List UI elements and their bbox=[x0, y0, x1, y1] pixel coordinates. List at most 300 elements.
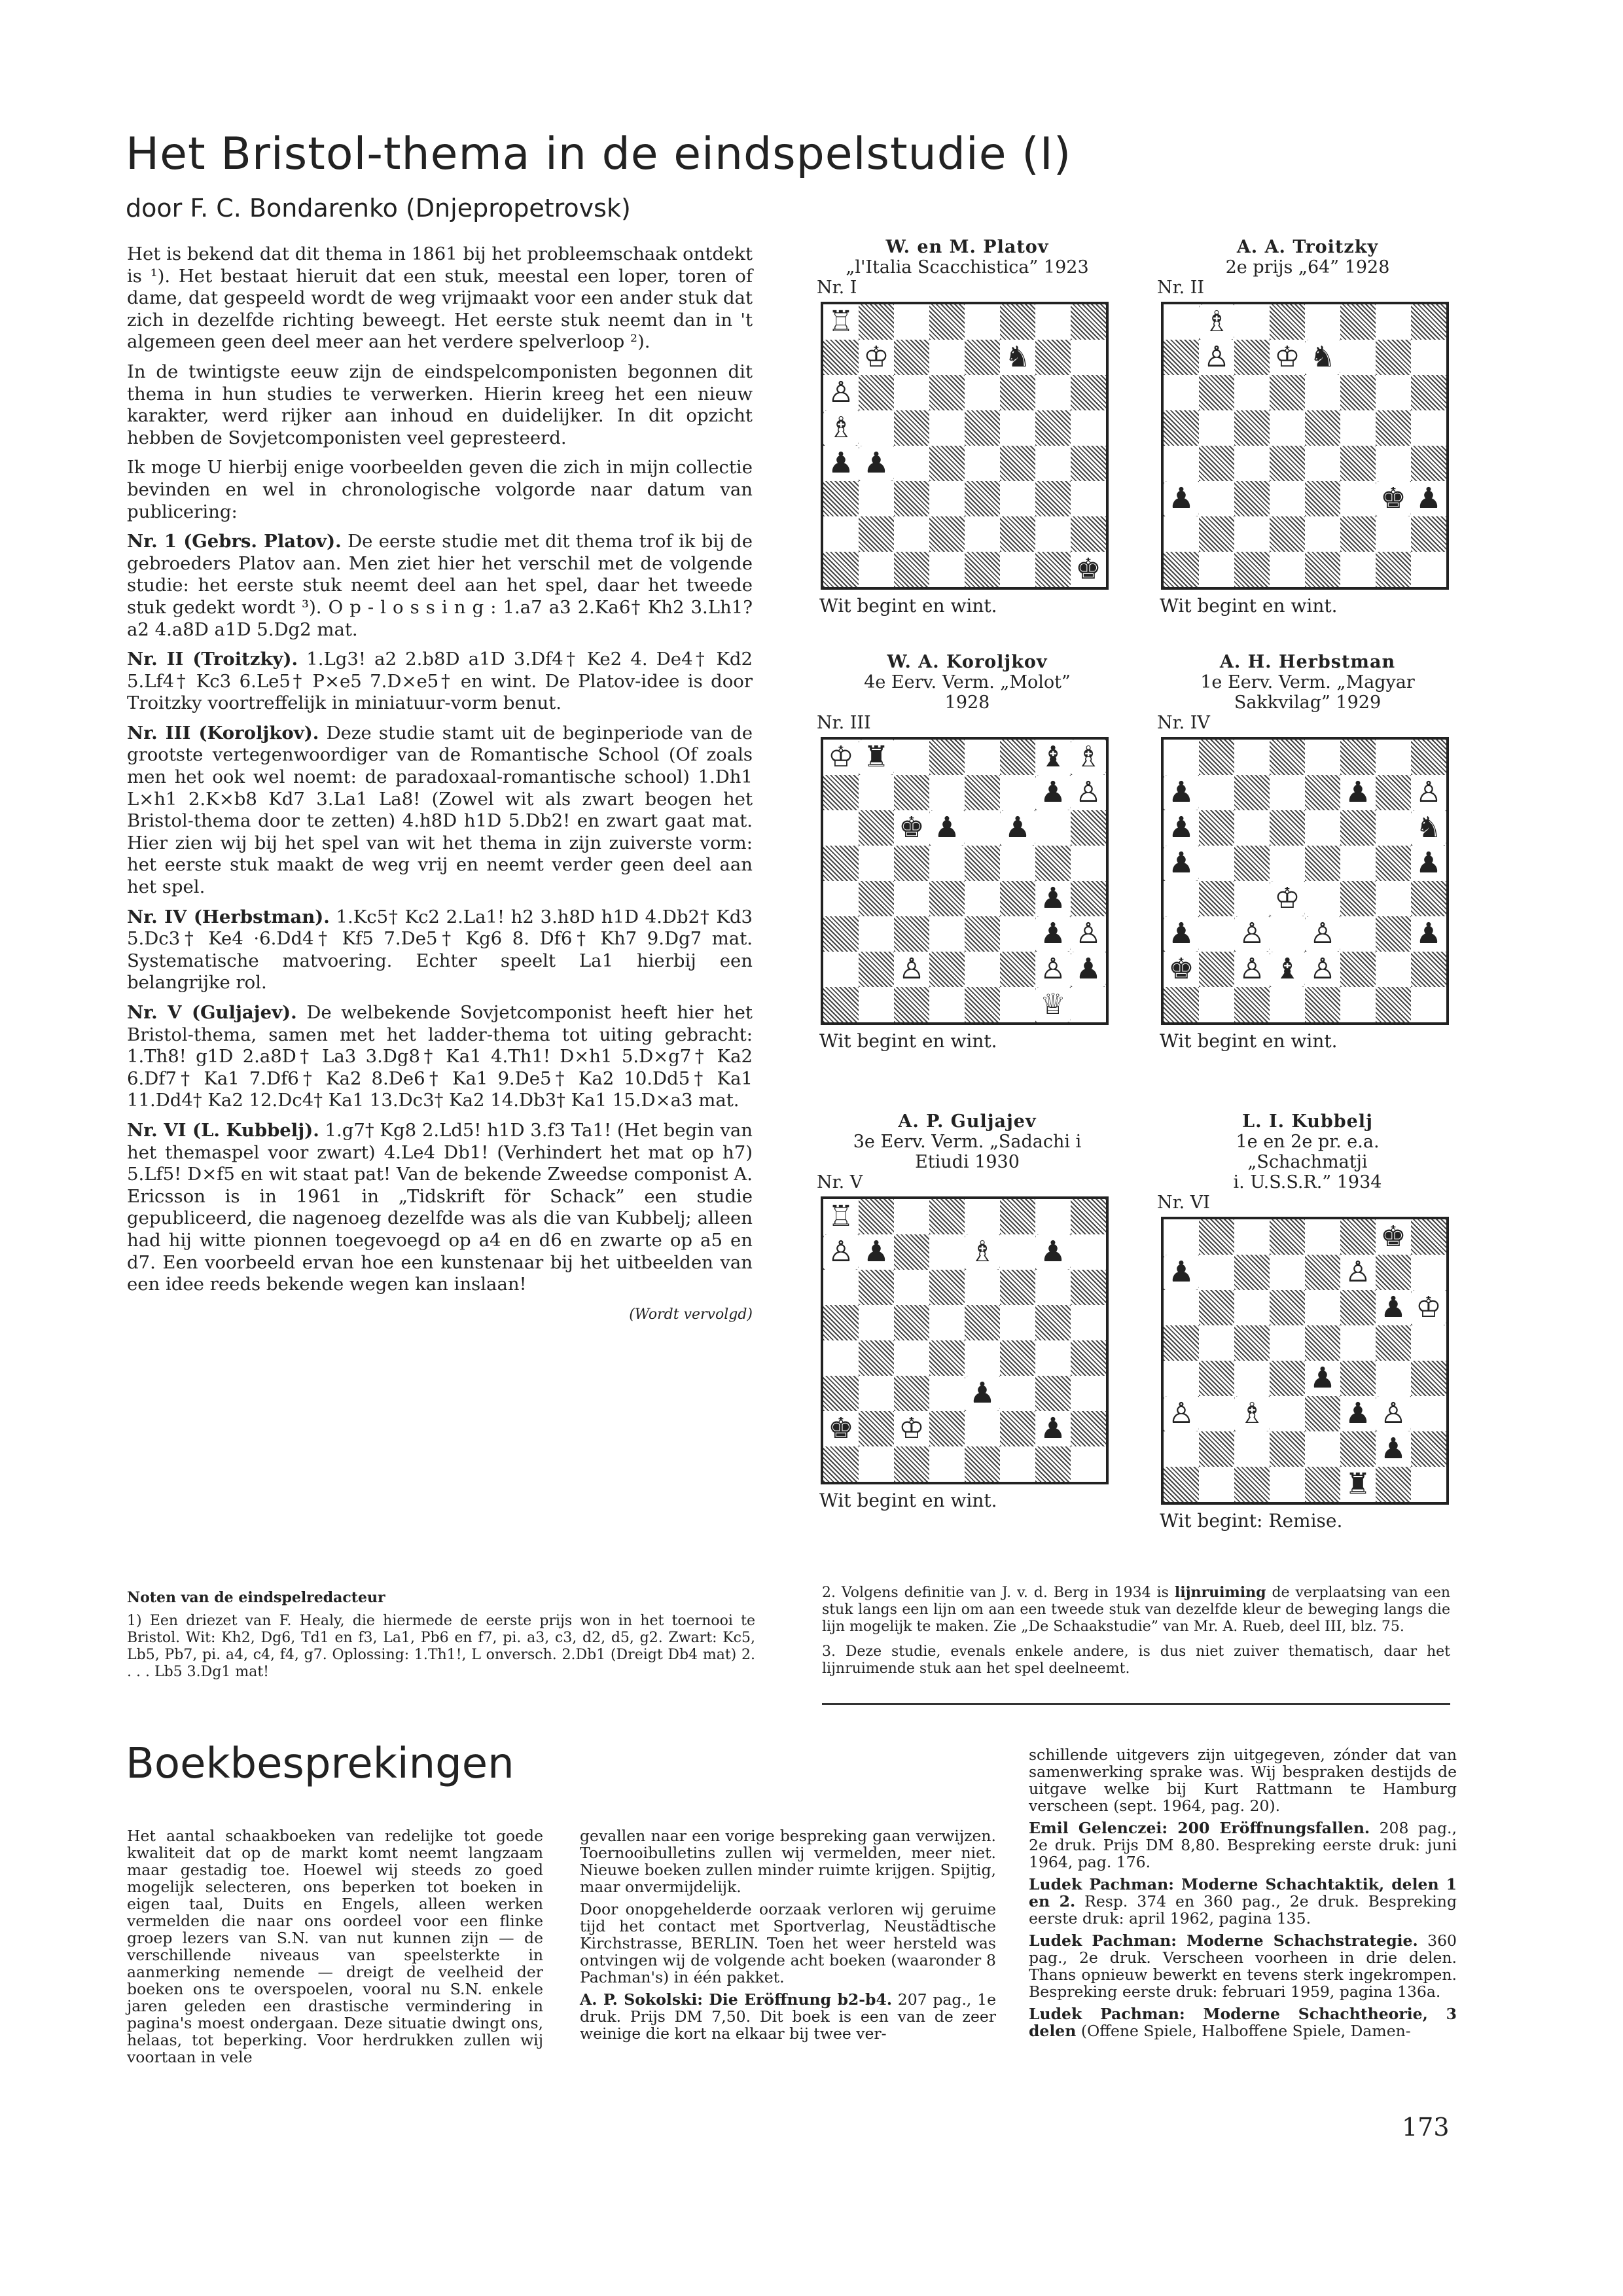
diagram-caption: Wit begint en wint. bbox=[1160, 595, 1338, 617]
chess-piece: ♙ bbox=[1305, 952, 1340, 987]
chess-piece: ♟ bbox=[965, 1376, 1000, 1411]
book-title: A. P. Sokolski: Die Eröffnung b2-b4. bbox=[580, 1990, 892, 2009]
study-entry bbox=[127, 531, 753, 641]
note-item bbox=[822, 1643, 1450, 1677]
board-square bbox=[1270, 1431, 1305, 1467]
board-square bbox=[1071, 1411, 1106, 1446]
board-square bbox=[894, 775, 929, 810]
paragraph: In de twintigste eeuw zijn de eindspelcomponisten begonnen dit thema in hun studies te verwerken. Hierin kreeg het een nieuw karakter, werd rijker aan inhoud en duidelijker. In dit opzicht hebben de Sovjetcomponisten veel gepresteerd. bbox=[127, 361, 753, 448]
board-square bbox=[859, 881, 894, 916]
board-square bbox=[965, 846, 1000, 881]
board-square bbox=[965, 916, 1000, 952]
chess-diagram bbox=[1157, 1111, 1458, 1532]
board-square bbox=[1000, 846, 1035, 881]
chess-piece: ♚ bbox=[1376, 1219, 1411, 1255]
study-text: De welbekende Sovjetcomponist heeft hier het Bristol-thema, samen met het ladder-thema tot uiting gebracht: 1.Th8! g1D 2.a8D† La3 3.Dg8† Ka1 4.Th1! D×h1 5.D×g7† Ka2 6.Df7† Ka1 7.Df6† Ka2 8.De6† Ka1 9.De5† Ka2 10.Dd5† Ka1 11.Dd4† Ka2 12.Dc4† Ka1 13.Dc3† Ka2 14.Db3† Ka1 15.D×a3 mat. bbox=[127, 1002, 753, 1111]
board-square bbox=[965, 446, 1000, 481]
board-square bbox=[1035, 516, 1071, 552]
board-square bbox=[894, 410, 929, 446]
board-square bbox=[929, 881, 965, 916]
board-square bbox=[965, 481, 1000, 516]
board-square bbox=[1199, 1467, 1234, 1502]
board-square bbox=[1305, 410, 1340, 446]
board-square bbox=[1035, 1199, 1071, 1234]
board-square bbox=[1340, 446, 1376, 481]
board-square bbox=[929, 1340, 965, 1376]
board-square bbox=[1000, 1376, 1035, 1411]
chess-piece: ♞ bbox=[1411, 810, 1446, 846]
board-square bbox=[1340, 1431, 1376, 1467]
board-square bbox=[1305, 1467, 1340, 1502]
board-square bbox=[1305, 375, 1340, 410]
chessboard bbox=[1161, 737, 1449, 1025]
board-square bbox=[894, 516, 929, 552]
board-square bbox=[1376, 846, 1411, 881]
diagram-header bbox=[817, 237, 1118, 298]
board-square bbox=[1305, 1431, 1340, 1467]
board-square bbox=[929, 987, 965, 1022]
board-square bbox=[1000, 516, 1035, 552]
chessboard bbox=[821, 737, 1109, 1025]
board-square bbox=[1071, 810, 1106, 846]
board-square bbox=[1199, 516, 1234, 552]
board-square bbox=[894, 1376, 929, 1411]
chess-piece: ♚ bbox=[894, 810, 929, 846]
board-square bbox=[1164, 304, 1199, 340]
chess-piece: ♙ bbox=[1071, 775, 1106, 810]
board-square bbox=[1340, 516, 1376, 552]
board-square bbox=[823, 1446, 859, 1482]
board-square bbox=[1270, 1396, 1305, 1431]
board-square bbox=[1199, 1325, 1234, 1361]
board-square bbox=[965, 340, 1000, 375]
board-square bbox=[929, 340, 965, 375]
board-square bbox=[1270, 810, 1305, 846]
board-square bbox=[929, 410, 965, 446]
book-title: Ludek Pachman: Moderne Schachstrategie. bbox=[1029, 1931, 1418, 1950]
board-square bbox=[1000, 304, 1035, 340]
board-square bbox=[1411, 304, 1446, 340]
board-square bbox=[1411, 446, 1446, 481]
chess-piece: ♙ bbox=[823, 375, 859, 410]
study-heading: Nr. IV (Herbstman). bbox=[127, 906, 330, 927]
board-square bbox=[1270, 1467, 1305, 1502]
chess-piece: ♙ bbox=[1305, 916, 1340, 952]
board-square bbox=[1340, 846, 1376, 881]
chess-piece: ♙ bbox=[894, 952, 929, 987]
board-square bbox=[1071, 987, 1106, 1022]
board-square bbox=[823, 987, 859, 1022]
board-square bbox=[1270, 1325, 1305, 1361]
article-author: door F. C. Bondarenko (Dnjepropetrovsk) bbox=[126, 194, 631, 223]
board-square bbox=[894, 1446, 929, 1482]
chess-diagram bbox=[1157, 237, 1458, 617]
board-square bbox=[823, 552, 859, 587]
diagram-header bbox=[817, 652, 1118, 733]
board-square bbox=[1071, 1199, 1106, 1234]
chess-piece: ♞ bbox=[1000, 340, 1035, 375]
review-paragraph: Het aantal schaakboeken van redelijke tot goede kwaliteit dat op de markt komt neemt langzaam maar gestadig toe. Hoewel wij steeds zo goed mogelijk selecteren, ons beperken tot boeken in eigen taal, Duits en Engels, alleen werken vermelden die naar ons oordeel voor een flinke groep lezers van S.N. van nut kunnen zijn — de verschillende niveaus van speelsterkte in aanmerking nemende — dreigt de veelheid der boeken ons te overspoelen, vooral nu S.N. enkele jaren geleden een drastische vermindering in pagina's moest ondergaan. Deze situatie dwingt ons, helaas, tot beperking. Voor herdrukken zullen wij voortaan in vele bbox=[127, 1827, 543, 2066]
board-square bbox=[1071, 846, 1106, 881]
chess-piece: ♜ bbox=[859, 740, 894, 775]
chess-piece: ♚ bbox=[1164, 952, 1199, 987]
board-square bbox=[1035, 1340, 1071, 1376]
board-square bbox=[965, 552, 1000, 587]
study-heading: Nr. V (Guljajev). bbox=[127, 1002, 297, 1023]
composer-name: W. en M. Platov bbox=[885, 237, 1049, 257]
chess-piece: ♙ bbox=[1071, 916, 1106, 952]
book-title: Emil Gelenczei: 200 Eröffnungsfallen. bbox=[1029, 1819, 1370, 1837]
board-square bbox=[1411, 516, 1446, 552]
board-square bbox=[1305, 516, 1340, 552]
page-number: 173 bbox=[1402, 2113, 1450, 2142]
board-square bbox=[929, 1411, 965, 1446]
board-square bbox=[859, 1446, 894, 1482]
board-square bbox=[1071, 1305, 1106, 1340]
board-square bbox=[823, 881, 859, 916]
board-square bbox=[1305, 1255, 1340, 1290]
study-heading: Nr. VI (L. Kubbelj). bbox=[127, 1119, 319, 1141]
board-square bbox=[1340, 1361, 1376, 1396]
chess-piece: ♗ bbox=[1199, 304, 1234, 340]
book-title: Ludek Pachman: Moderne Schachtaktik, delen 1 en 2. bbox=[1029, 1875, 1457, 1910]
book-entry bbox=[1029, 2005, 1457, 2039]
chess-piece: ♟ bbox=[1035, 1234, 1071, 1270]
board-square bbox=[1234, 446, 1270, 481]
board-square bbox=[1199, 410, 1234, 446]
board-square bbox=[1234, 340, 1270, 375]
book-details: 360 pag., 2e druk. Verscheen voorheen in drie delen. Thans opnieuw bewerkt en tevens sterk ingekrompen. Bespreking eerste druk: februari 1959, pagina 136a. bbox=[1029, 1931, 1457, 2001]
board-square bbox=[859, 304, 894, 340]
board-square bbox=[1000, 881, 1035, 916]
board-square bbox=[859, 916, 894, 952]
board-square bbox=[1340, 552, 1376, 587]
board-square bbox=[823, 481, 859, 516]
chess-piece: ♙ bbox=[1035, 952, 1071, 987]
diagram-number: Nr. IV bbox=[1157, 713, 1210, 733]
chess-piece: ♚ bbox=[823, 1411, 859, 1446]
book-details: 208 pag., 2e druk. Prijs DM 8,80. Bespreking eerste druk: juni 1964, pag. 176. bbox=[1029, 1819, 1457, 1871]
board-square bbox=[1340, 740, 1376, 775]
board-square bbox=[929, 740, 965, 775]
books-column-1 bbox=[127, 1827, 543, 2071]
board-square bbox=[1035, 846, 1071, 881]
board-square bbox=[1199, 916, 1234, 952]
board-square bbox=[1234, 775, 1270, 810]
chess-piece: ♟ bbox=[1035, 1411, 1071, 1446]
board-square bbox=[1071, 1340, 1106, 1376]
composer-name: A. H. Herbstman bbox=[1219, 652, 1396, 672]
chess-piece: ♙ bbox=[1340, 1255, 1376, 1290]
book-entry bbox=[580, 1991, 996, 2042]
board-square bbox=[1411, 740, 1446, 775]
board-square bbox=[1234, 810, 1270, 846]
board-square bbox=[1270, 740, 1305, 775]
board-square bbox=[894, 916, 929, 952]
board-square bbox=[1411, 881, 1446, 916]
board-square bbox=[1234, 987, 1270, 1022]
board-square bbox=[1340, 881, 1376, 916]
board-square bbox=[1376, 516, 1411, 552]
chess-piece: ♟ bbox=[1035, 916, 1071, 952]
board-square bbox=[1270, 987, 1305, 1022]
board-square bbox=[1411, 1431, 1446, 1467]
study-text: 1.Lg3! a2 2.b8D a1D 3.Df4† Ke2 4. De4† Kd2 5.Lf4† Kc3 6.Le5† P×e5 7.D×e5† en wint. De Platov-idee is door Troitzky voortreffelijk in miniatuur-vorm benut. bbox=[127, 649, 753, 714]
chess-piece: ♟ bbox=[1000, 810, 1035, 846]
chess-piece: ♟ bbox=[1340, 1396, 1376, 1431]
board-square bbox=[1340, 952, 1376, 987]
board-square bbox=[929, 1270, 965, 1305]
board-square bbox=[894, 881, 929, 916]
board-square bbox=[1305, 740, 1340, 775]
board-square bbox=[929, 916, 965, 952]
board-square bbox=[1035, 1376, 1071, 1411]
board-square bbox=[894, 1199, 929, 1234]
board-square bbox=[1199, 1431, 1234, 1467]
chess-piece: ♟ bbox=[1071, 952, 1106, 987]
board-square bbox=[1411, 1396, 1446, 1431]
board-square bbox=[1376, 446, 1411, 481]
board-square bbox=[894, 552, 929, 587]
book-entry bbox=[1029, 1820, 1457, 1871]
board-square bbox=[929, 846, 965, 881]
board-square bbox=[1376, 881, 1411, 916]
board-square bbox=[1411, 1361, 1446, 1396]
board-square bbox=[1376, 987, 1411, 1022]
board-square bbox=[1234, 881, 1270, 916]
board-square bbox=[1234, 1467, 1270, 1502]
board-square bbox=[1270, 516, 1305, 552]
diagram-header bbox=[817, 1111, 1118, 1193]
board-square bbox=[1411, 987, 1446, 1022]
board-square bbox=[1035, 340, 1071, 375]
board-square bbox=[894, 987, 929, 1022]
board-square bbox=[859, 1305, 894, 1340]
board-square bbox=[965, 304, 1000, 340]
board-square bbox=[1376, 952, 1411, 987]
board-square bbox=[1000, 952, 1035, 987]
board-square bbox=[1199, 446, 1234, 481]
study-heading: Nr. II (Troitzky). bbox=[127, 649, 298, 670]
chess-piece: ♟ bbox=[1376, 1431, 1411, 1467]
board-square bbox=[1376, 775, 1411, 810]
board-square bbox=[1234, 516, 1270, 552]
board-square bbox=[1071, 1376, 1106, 1411]
board-square bbox=[1035, 375, 1071, 410]
board-square bbox=[1234, 1219, 1270, 1255]
book-entry bbox=[1029, 1932, 1457, 2000]
board-square bbox=[1071, 1446, 1106, 1482]
composer-name: A. A. Troitzky bbox=[1236, 237, 1379, 257]
chessboard bbox=[821, 1196, 1109, 1484]
board-square bbox=[1071, 410, 1106, 446]
diagram-caption: Wit begint en wint. bbox=[819, 1030, 997, 1052]
board-square bbox=[859, 1340, 894, 1376]
board-square bbox=[1340, 340, 1376, 375]
chess-piece: ♞ bbox=[1305, 340, 1340, 375]
study-entry bbox=[127, 649, 753, 715]
board-square bbox=[929, 1446, 965, 1482]
board-square bbox=[1000, 552, 1035, 587]
diagram-number: Nr. V bbox=[817, 1172, 863, 1193]
board-square bbox=[1199, 1219, 1234, 1255]
board-square bbox=[965, 810, 1000, 846]
board-square bbox=[1305, 775, 1340, 810]
board-square bbox=[1234, 1255, 1270, 1290]
board-square bbox=[1164, 552, 1199, 587]
board-square bbox=[1035, 1305, 1071, 1340]
board-square bbox=[929, 1376, 965, 1411]
board-square bbox=[1305, 1290, 1340, 1325]
note-text: 2. Volgens definitie van J. v. d. Berg in 1934 is bbox=[822, 1585, 1175, 1601]
board-square bbox=[859, 481, 894, 516]
chess-piece: ♝ bbox=[1270, 952, 1305, 987]
board-square bbox=[1164, 881, 1199, 916]
board-square bbox=[965, 410, 1000, 446]
chess-piece: ♙ bbox=[823, 1234, 859, 1270]
chess-piece: ♟ bbox=[1164, 810, 1199, 846]
board-square bbox=[1000, 916, 1035, 952]
chess-piece: ♟ bbox=[1164, 481, 1199, 516]
board-square bbox=[1199, 552, 1234, 587]
board-square bbox=[1340, 1219, 1376, 1255]
study-heading: Nr. 1 (Gebrs. Platov). bbox=[127, 531, 342, 552]
board-square bbox=[1305, 481, 1340, 516]
chessboard bbox=[1161, 1217, 1449, 1505]
board-square bbox=[823, 1270, 859, 1305]
board-square bbox=[1199, 952, 1234, 987]
chess-piece: ♙ bbox=[1199, 340, 1234, 375]
board-square bbox=[929, 446, 965, 481]
board-square bbox=[1411, 952, 1446, 987]
board-square bbox=[1035, 1446, 1071, 1482]
study-entry bbox=[127, 1120, 753, 1296]
review-paragraph: Door onopgehelderde oorzaak verloren wij geruime tijd het contact met Sportverlag, Neustädtische Kirchstrasse, BERLIN. Toen het weer hersteld was ontvingen wij de volgende acht boeken (waaronder 8 Pachman's) in één pakket. bbox=[580, 1900, 996, 1986]
board-square bbox=[1035, 810, 1071, 846]
board-square bbox=[1340, 410, 1376, 446]
diagram-source: 2e prijs „64” 1928 bbox=[1225, 257, 1390, 278]
diagram-caption: Wit begint en wint. bbox=[819, 595, 997, 617]
board-square bbox=[1234, 1361, 1270, 1396]
board-square bbox=[1270, 375, 1305, 410]
board-square bbox=[1199, 1255, 1234, 1290]
board-square bbox=[1199, 881, 1234, 916]
diagram-source: 1e en 2e pr. e.a. bbox=[1236, 1132, 1380, 1152]
board-square bbox=[859, 952, 894, 987]
board-square bbox=[965, 740, 1000, 775]
board-square bbox=[1164, 340, 1199, 375]
board-square bbox=[859, 1411, 894, 1446]
board-square bbox=[823, 516, 859, 552]
board-square bbox=[1376, 1325, 1411, 1361]
board-square bbox=[859, 987, 894, 1022]
diagram-caption: Wit begint en wint. bbox=[1160, 1030, 1338, 1052]
board-square bbox=[1164, 375, 1199, 410]
chess-piece: ♗ bbox=[1234, 1396, 1270, 1431]
chess-piece: ♟ bbox=[1376, 1290, 1411, 1325]
chess-piece: ♗ bbox=[965, 1234, 1000, 1270]
board-square bbox=[929, 1199, 965, 1234]
board-square bbox=[1199, 1290, 1234, 1325]
board-square bbox=[1164, 1219, 1199, 1255]
board-square bbox=[1340, 481, 1376, 516]
board-square bbox=[1199, 846, 1234, 881]
board-square bbox=[823, 775, 859, 810]
board-square bbox=[1000, 1411, 1035, 1446]
board-square bbox=[1000, 1340, 1035, 1376]
board-square bbox=[1411, 1467, 1446, 1502]
board-square bbox=[1270, 481, 1305, 516]
board-square bbox=[859, 552, 894, 587]
board-square bbox=[1376, 810, 1411, 846]
board-square bbox=[1035, 481, 1071, 516]
chess-diagram bbox=[1157, 652, 1458, 1052]
chess-piece: ♟ bbox=[1411, 916, 1446, 952]
board-square bbox=[894, 846, 929, 881]
diagram-source: 4e Eerv. Verm. „Molot” bbox=[864, 672, 1071, 692]
board-square bbox=[1270, 304, 1305, 340]
board-square bbox=[1164, 1431, 1199, 1467]
board-square bbox=[1234, 846, 1270, 881]
board-square bbox=[929, 552, 965, 587]
board-square bbox=[1305, 987, 1340, 1022]
board-square bbox=[1376, 1361, 1411, 1396]
board-square bbox=[1411, 410, 1446, 446]
board-square bbox=[1376, 916, 1411, 952]
board-square bbox=[1000, 446, 1035, 481]
chess-piece: ♔ bbox=[894, 1411, 929, 1446]
diagram-caption: Wit begint: Remise. bbox=[1160, 1510, 1343, 1532]
board-square bbox=[823, 916, 859, 952]
chess-piece: ♔ bbox=[1270, 881, 1305, 916]
board-square bbox=[894, 446, 929, 481]
board-square bbox=[1164, 740, 1199, 775]
book-details: (Offene Spiele, Halboffene Spiele, Damen- bbox=[1076, 2022, 1411, 2040]
board-square bbox=[1071, 1234, 1106, 1270]
chess-piece: ♗ bbox=[1071, 740, 1106, 775]
board-square bbox=[823, 340, 859, 375]
board-square bbox=[929, 304, 965, 340]
chess-piece: ♗ bbox=[823, 410, 859, 446]
board-square bbox=[1071, 1270, 1106, 1305]
board-square bbox=[1305, 1219, 1340, 1255]
board-square bbox=[929, 516, 965, 552]
chess-piece: ♟ bbox=[859, 1234, 894, 1270]
paragraph: Ik moge U hierbij enige voorbeelden geven die zich in mijn collectie bevinden en wel in chronologische volgorde naar datum van publicering: bbox=[127, 457, 753, 522]
board-square bbox=[1234, 375, 1270, 410]
diagram-source: 3e Eerv. Verm. „Sadachi i bbox=[853, 1132, 1082, 1152]
board-square bbox=[894, 340, 929, 375]
chess-piece: ♔ bbox=[1270, 340, 1305, 375]
review-paragraph: schillende uitgevers zijn uitgegeven, zónder dat van samenwerking sprake was. Wij bespraken destijds de uitgave welke bij Kurt Rattmann te Hamburg verscheen (sept. 1964, pag. 20). bbox=[1029, 1746, 1457, 1815]
board-square bbox=[1199, 740, 1234, 775]
board-square bbox=[823, 1340, 859, 1376]
chess-piece: ♟ bbox=[823, 446, 859, 481]
board-square bbox=[859, 1376, 894, 1411]
board-square bbox=[1270, 1219, 1305, 1255]
chess-piece: ♔ bbox=[859, 340, 894, 375]
board-square bbox=[965, 1340, 1000, 1376]
board-square bbox=[1376, 375, 1411, 410]
board-square bbox=[929, 1234, 965, 1270]
board-square bbox=[1071, 304, 1106, 340]
board-square bbox=[859, 775, 894, 810]
diagram-header bbox=[1157, 1111, 1458, 1213]
board-square bbox=[1270, 410, 1305, 446]
chess-piece: ♝ bbox=[1035, 740, 1071, 775]
board-square bbox=[894, 1340, 929, 1376]
board-square bbox=[1000, 1270, 1035, 1305]
